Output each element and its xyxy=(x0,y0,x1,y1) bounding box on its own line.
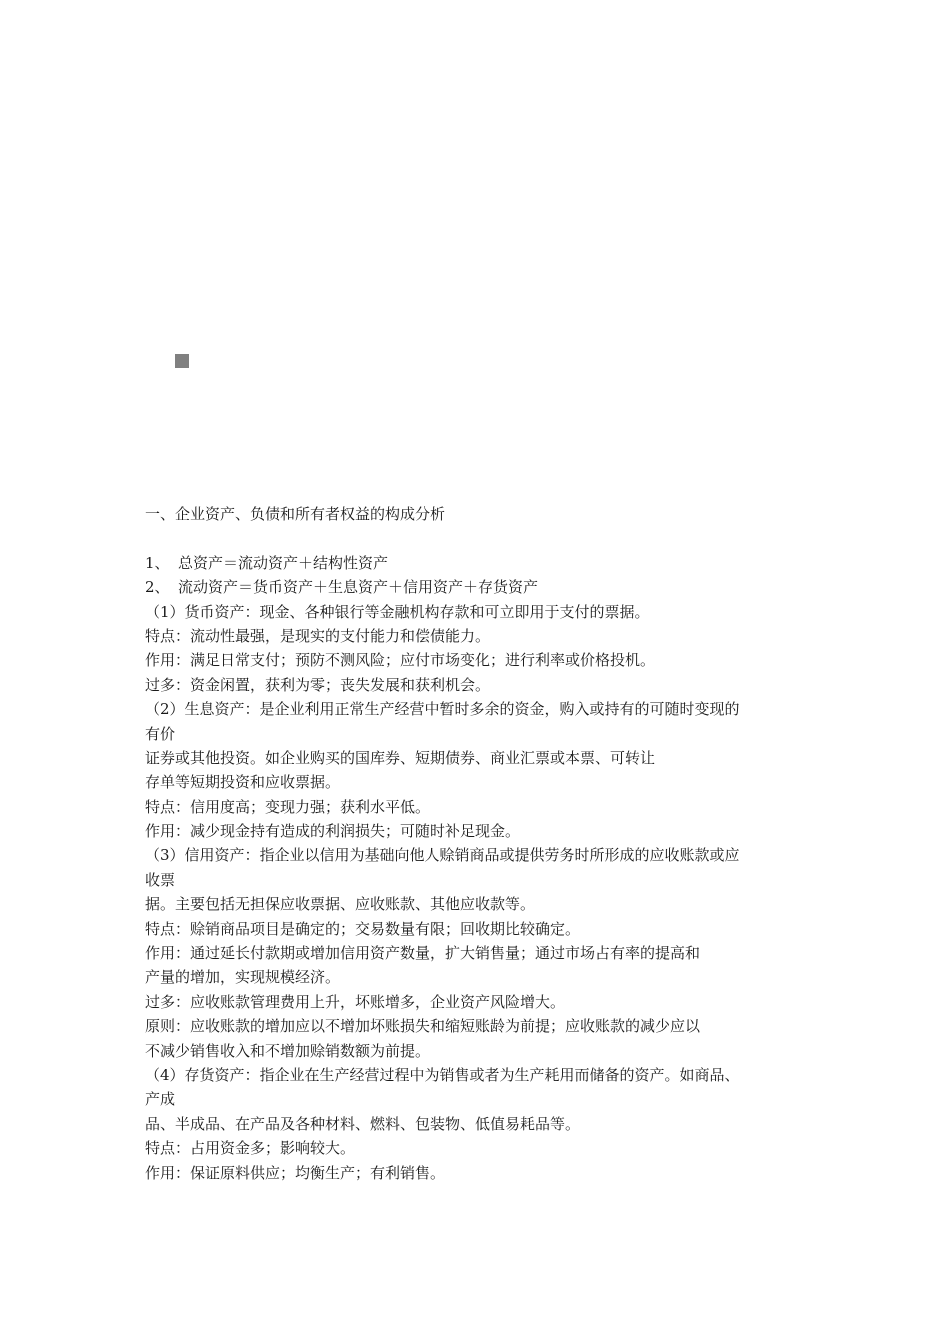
document-body xyxy=(145,502,815,1185)
text-line: 特点：流动性最强，是现实的支付能力和偿债能力。 xyxy=(145,626,491,645)
text-line: 有价 xyxy=(145,724,176,743)
blank-line xyxy=(145,526,815,550)
text-line: 收票 xyxy=(145,870,176,889)
text-line: 证券或其他投资。如企业购买的国库券、短期债券、商业汇票或本票、可转让 xyxy=(145,748,656,767)
item-number: 1、 xyxy=(145,553,170,572)
item-text: 总资产＝流动资产＋结构性资产 xyxy=(178,553,389,572)
text-line: 特点：赊销商品项目是确定的；交易数量有限；回收期比较确定。 xyxy=(145,919,581,938)
text-line: （4）存货资产：指企业在生产经营过程中为销售或者为生产耗用而储备的资产。如商品、 xyxy=(145,1065,740,1084)
text-line: 品、半成品、在产品及各种材料、燃料、包装物、低值易耗品等。 xyxy=(145,1114,581,1133)
text-line: 产成 xyxy=(145,1090,176,1109)
item-number: 2、 xyxy=(145,578,170,597)
section-title: 一、企业资产、负债和所有者权益的构成分析 xyxy=(145,505,446,523)
text-line: （3）信用资产：指企业以信用为基础向他人赊销商品或提供劳务时所形成的应收账款或应 xyxy=(145,846,740,865)
text-line: 不减少销售收入和不增加赊销数额为前提。 xyxy=(145,1041,431,1060)
item-text: 流动资产＝货币资产＋生息资产＋信用资产＋存货资产 xyxy=(178,578,539,597)
text-line: （2）生息资产：是企业利用正常生产经营中暂时多余的资金，购入或持有的可随时变现的 xyxy=(145,700,740,719)
text-line: 作用：通过延长付款期或增加信用资产数量，扩大销售量；通过市场占有率的提高和 xyxy=(145,944,701,963)
text-line: 原则：应收账款的增加应以不增加坏账损失和缩短账龄为前提；应收账款的减少应以 xyxy=(145,1017,701,1036)
text-line: 作用：满足日常支付；预防不测风险；应付市场变化；进行利率或价格投机。 xyxy=(145,651,656,670)
text-line: 存单等短期投资和应收票据。 xyxy=(145,773,341,792)
numbered-item xyxy=(145,551,815,575)
text-line: 过多：应收账款管理费用上升，坏账增多，企业资产风险增大。 xyxy=(145,992,566,1011)
text-line: 产量的增加，实现规模经济。 xyxy=(145,968,341,987)
text-line: （1）货币资产：现金、各种银行等金融机构存款和可立即用于支付的票据。 xyxy=(145,602,650,621)
text-line: 作用：减少现金持有造成的利润损失；可随时补足现金。 xyxy=(145,822,521,841)
numbered-item xyxy=(145,575,815,599)
text-line: 过多：资金闲置，获利为零；丧失发展和获利机会。 xyxy=(145,675,491,694)
text-line: 特点：信用度高；变现力强；获利水平低。 xyxy=(145,797,431,816)
square-bullet-icon xyxy=(175,354,189,368)
text-line: 作用：保证原料供应；均衡生产；有利销售。 xyxy=(145,1163,446,1182)
text-line: 据。主要包括无担保应收票据、应收账款、其他应收款等。 xyxy=(145,895,536,914)
text-line: 特点：占用资金多；影响较大。 xyxy=(145,1139,356,1158)
